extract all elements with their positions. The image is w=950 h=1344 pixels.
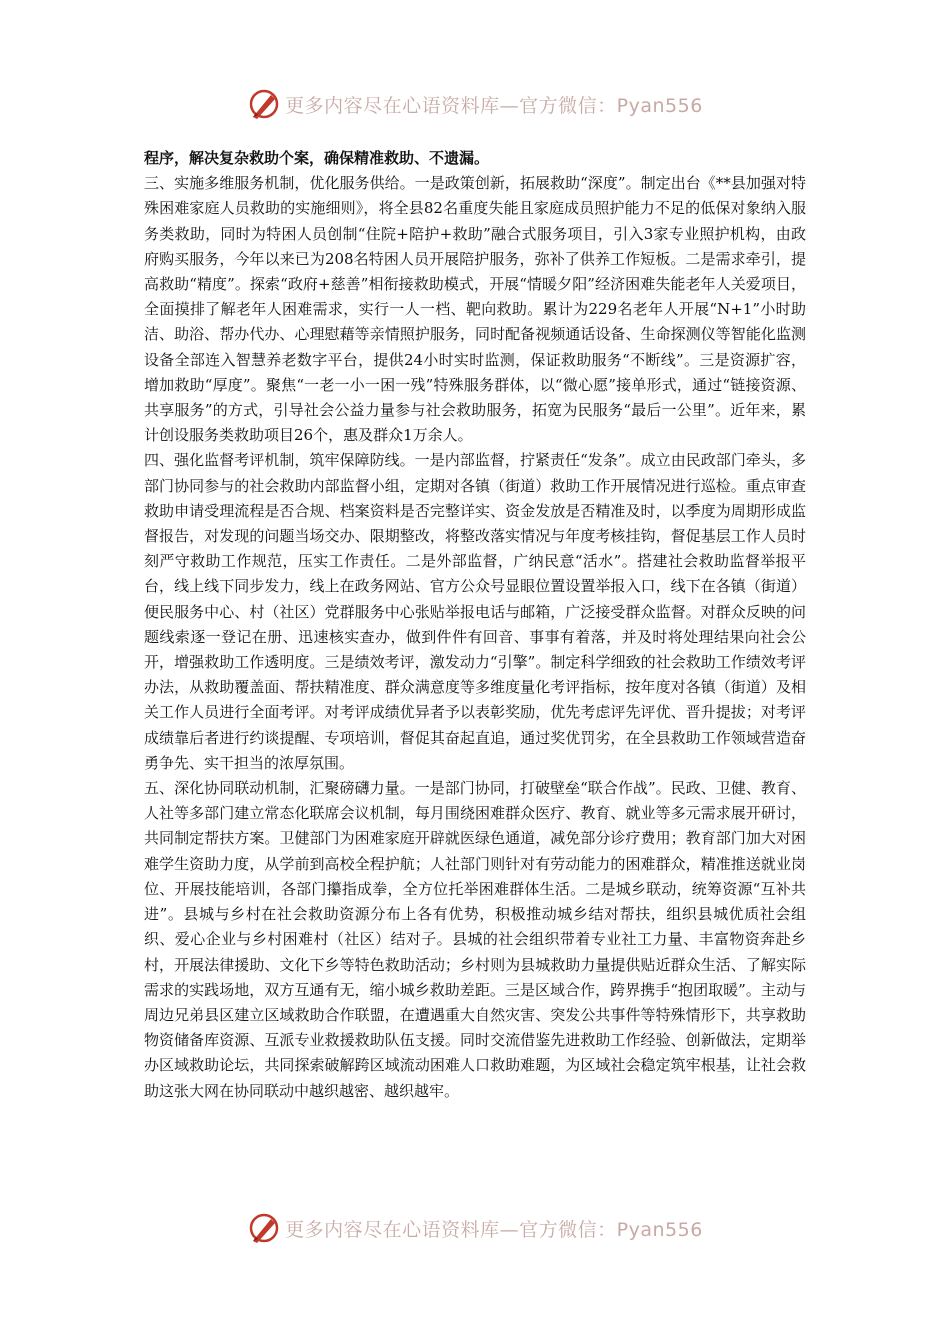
banner-text — [285, 1215, 703, 1242]
paragraph-section-5: 五、深化协同联动机制，汇聚磅礴力量。一是部门协同，打破壁垒“联合作战”。民政、卫健、教育、人社等多部门建立常态化联席会议机制，每月围绕困难群众医疗、教育、就业等多元需求展开研讨，共同制定帮扶方案。卫健部门为困难家庭开辟就医绿色通道，减免部分诊疗费用；教育部门加大对困难学生资助力度，从学前到高校全程护航；人社部门则针对有劳动能力的困难群众，精准推送就业岗位、开展技能培训，各部门攥指成拳，全方位托举困难群体生活。二是城乡联动，统筹资源“互补共进”。县城与乡村在社会救助资源分布上各有优势，积极推动城乡结对帮扶，组织县城优质社会组织、爱心企业与乡村困难村（社区）结对子。县城的社会组织带着专业社工力量、丰富物资奔赴乡村，开展法律援助、文化下乡等特色救助活动；乡村则为县城救助力量提供贴近群众生活、了解实际需求的实践场地，双方互通有无，缩小城乡救助差距。三是区域合作，跨界携手“抱团取暖”。主动与周边兄弟县区建立区域救助合作联盟，在遭遇重大自然灾害、突发公共事件等特殊情形下，共享救助物资储备库资源、互派专业救援救助队伍支援。同时交流借鉴先进救助工作经验、创新做法，定期举办区域救助论坛，共同探索破解跨区域流动困难人口救助难题，为区域社会稳定筑牢根基，让社会救助这张大网在协同联动中越织越密、越织越牢。 — [144, 779, 806, 1100]
pen-logo-icon — [247, 87, 281, 121]
header-banner — [0, 84, 950, 124]
paragraph-section-4: 四、强化监督考评机制，筑牢保障防线。一是内部监督，拧紧责任“发条”。成立由民政部门牵头，多部门协同参与的社会救助内部监督小组，定期对各镇（街道）救助工作开展情况进行巡检。重点审查救助申请受理流程是否合规、档案资料是否完整详实、资金发放是否精准及时，以季度为周期形成监督报告，对发现的问题当场交办、限期整改，将整改落实情况与年度考核挂钩，督促基层工作人员时刻严守救助工作规范，压实工作责任。二是外部监督，广纳民意“活水”。搭建社会救助监督举报平台，线上线下同步发力，线上在政务网站、官方公众号显眼位置设置举报入口，线下在各镇（街道）便民服务中心、村（社区）党群服务中心张贴举报电话与邮箱，广泛接受群众监督。对群众反映的问题线索逐一登记在册、迅速核实查办，做到件件有回音、事事有着落，并及时将处理结果向社会公开，增强救助工作透明度。三是绩效考评，激发动力“引擎”。制定科学细致的社会救助工作绩效考评办法，从救助覆盖面、帮扶精准度、群众满意度等多维度量化考评指标，按年度对各镇（街道）及相关工作人员进行全面考评。对考评成绩优异者予以表彰奖励，优先考虑评先评优、晋升提拔；对考评成绩靠后者进行约谈提醒、专项培训，督促其奋起直追，通过奖优罚劣，在全县救助工作领域营造奋勇争先、实干担当的浓厚氛围。 — [144, 451, 806, 772]
paragraph-continuation: 程序，解决复杂救助个案，确保精准救助、不遗漏。 — [144, 149, 490, 167]
banner-wechat-id: Pyan556 — [616, 1218, 703, 1241]
document-body — [144, 146, 806, 1104]
banner-main-text: 更多内容尽在心语资料库—官方微信： — [285, 1218, 617, 1241]
banner-wechat-id: Pyan556 — [616, 94, 703, 117]
footer-banner — [0, 1208, 950, 1248]
pen-logo-icon — [247, 1211, 281, 1245]
paragraph-section-3: 三、实施多维服务机制，优化服务供给。一是政策创新，拓展救助“深度”。制定出台《**县加强对特殊困难家庭人员救助的实施细则》，将全县82名重度失能且家庭成员照护能力不足的低保对象纳入服务类救助，同时为特困人员创制“住院+陪护+救助”融合式服务项目，引入3家专业照护机构，由政府购买服务，今年以来已为208名特困人员开展陪护服务，弥补了供养工作短板。二是需求牵引，提高救助“精度”。探索“政府+慈善”相衔接救助模式，开展“情暖夕阳”经济困难失能老年人关爱项目，全面摸排了解老年人困难需求，实行一人一档、靶向救助。累计为229名老年人开展“N+1”小时助洁、助浴、帮办代办、心理慰藉等亲情照护服务，同时配备视频通话设备、生命探测仪等智能化监测设备全部连入智慧养老数字平台，提供24小时实时监测，保证救助服务“不断线”。三是资源扩容，增加救助“厚度”。聚焦“一老一小一困一残”特殊服务群体，以“微心愿”接单形式，通过“链接资源、共享服务”的方式，引导社会公益力量参与社会救助服务，拓宽为民服务“最后一公里”。近年来，累计创设服务类救助项目26个，惠及群众1万余人。 — [144, 174, 806, 445]
banner-text — [285, 91, 703, 118]
banner-main-text: 更多内容尽在心语资料库—官方微信： — [285, 94, 617, 117]
